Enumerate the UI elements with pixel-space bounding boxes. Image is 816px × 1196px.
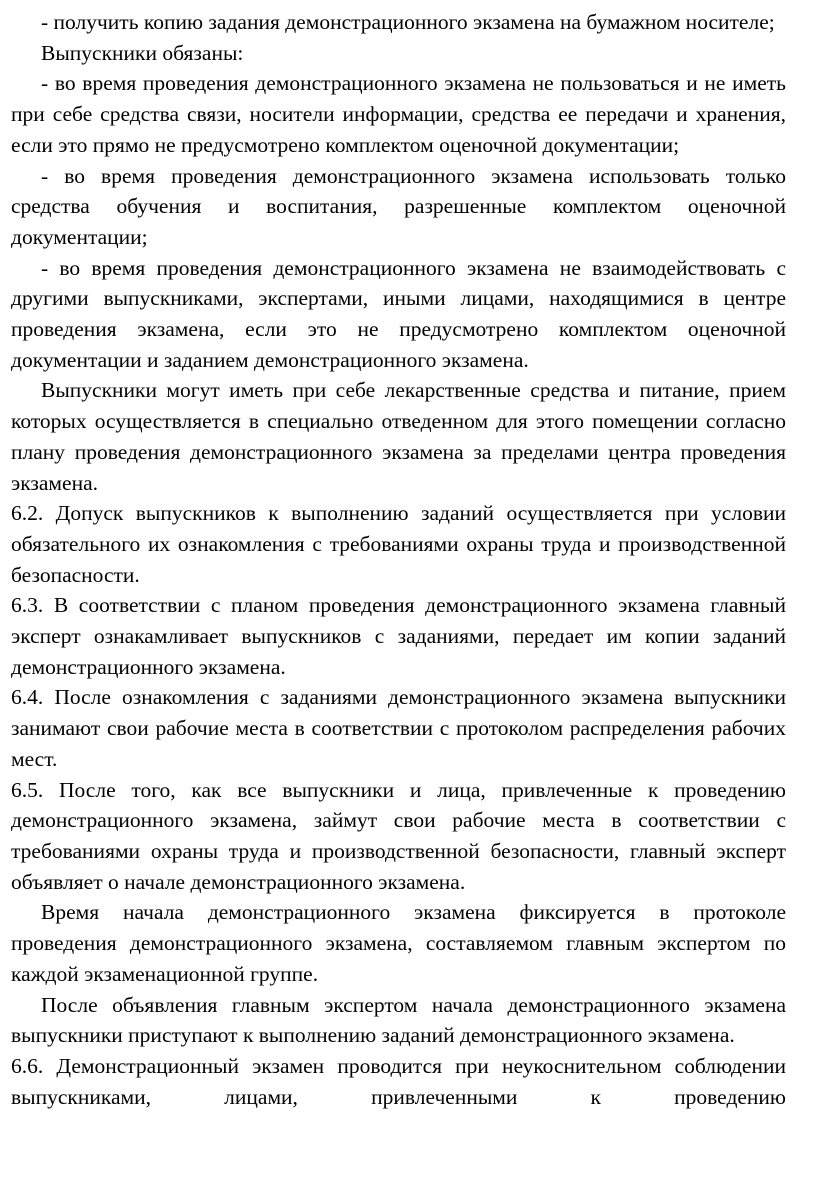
paragraph-no-interaction: - во время проведения демонстрационного экзамена не взаимодействовать с другими выпускниками, экспертами, иными лицами, находящимися в центре проведения экзамена, если это не предусмотрено комплектом оценочной документации и заданием демонстрационного экзамена. (11, 255, 786, 372)
paragraph-start-time: Время начала демонстрационного экзамена фиксируется в протоколе проведения демонстрационного экзамена, составляемом главным экспертом по каждой экзаменационной группе. (11, 900, 786, 986)
paragraph-after-announcement: После объявления главным экспертом начала демонстрационного экзамена выпускники приступают к выполнению заданий демонстрационного экзамена. (11, 992, 786, 1048)
section-6-6: 6.6. Демонстрационный экзамен проводится при неукоснительном соблюдении выпускниками, лицами, привлеченными к проведению (11, 1053, 786, 1109)
paragraph-allowed-materials: - во время проведения демонстрационного экзамена использовать только средства обучения и воспитания, разрешенные комплектом оценочной документации; (11, 163, 786, 249)
section-6-3: 6.3. В соответствии с планом проведения демонстрационного экзамена главный эксперт ознакамливает выпускников с заданиями, передает им копии заданий демонстрационного экзамена. (11, 593, 786, 679)
section-6-5: 6.5. После того, как все выпускники и лица, привлеченные к проведению демонстрационного экзамена, займут свои рабочие места в соответствии с требованиями охраны труда и производственной безопасности, главный эксперт объявляет о начале демонстрационного экзамена. (11, 777, 786, 894)
section-6-4: 6.4. После ознакомления с заданиями демонстрационного экзамена выпускники занимают свои рабочие места в соответствии с протоколом распределения рабочих мест. (11, 685, 786, 771)
paragraph-obligations-heading: Выпускники обязаны: (41, 40, 244, 65)
paragraph-medicines-food: Выпускники могут иметь при себе лекарственные средства и питание, прием которых осуществляется в специально отведенном для этого помещении согласно плану проведения демонстрационного экзамена за пределами центра проведения экзамена. (11, 378, 786, 495)
paragraph-no-communication-devices: - во время проведения демонстрационного экзамена не пользоваться и не иметь при себе средства связи, носители информации, средства ее передачи и хранения, если это прямо не предусмотрено комплектом оценочной документации; (11, 71, 786, 157)
section-6-2: 6.2. Допуск выпускников к выполнению заданий осуществляется при условии обязательного их ознакомления с требованиями охраны труда и производственной безопасности. (11, 501, 786, 587)
paragraph-obtain-copy: - получить копию задания демонстрационного экзамена на бумажном носителе; (41, 10, 775, 34)
